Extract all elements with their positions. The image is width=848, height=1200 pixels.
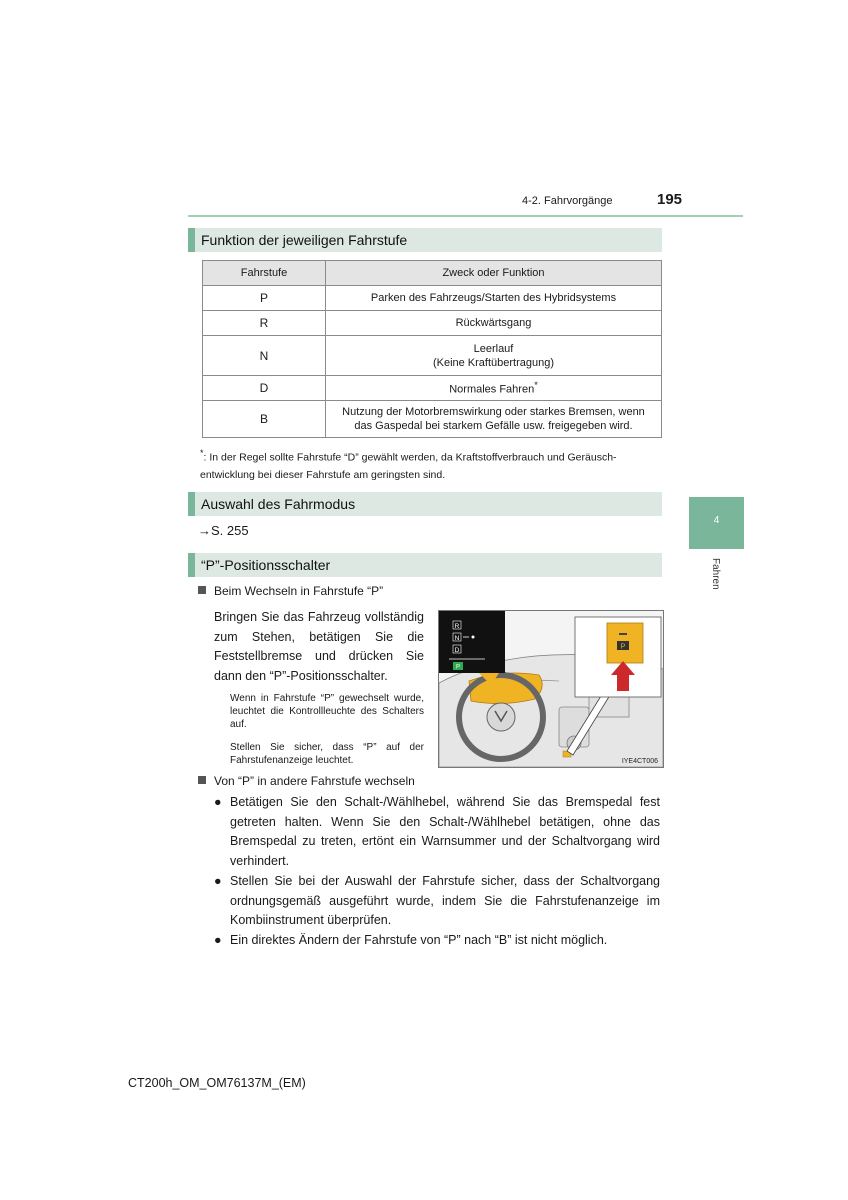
list-item-text: Betätigen Sie den Schalt-/Wählhebel, während Sie das Bremspedal fest getreten halten. Wenn Sie den Schalt-/Wählhebel betätigen, ohne das Bremspedal zu treten, ertönt ein Warnsummer und der Schaltvorgang wird verhindert. [230,795,660,868]
footnote-text: : In der Regel sollte Fahrstufe “D” gewählt werden, da Kraftstoffverbrauch und Geräusch-entwicklung bei dieser Fahrstufe am geringsten sind. [200,451,617,481]
table-row [203,286,662,311]
function-text: Normales Fahren [449,383,535,396]
function-line: das Gaspedal bei starkem Gefälle usw. freigegeben wird. [354,420,633,432]
function-cell: Parken des Fahrzeugs/Starten des Hybridsystems [326,286,662,311]
indicator-p: P [455,664,461,671]
square-bullet-icon [198,586,206,594]
list-item-text: Stellen Sie bei der Auswahl der Fahrstufe sicher, dass der Schaltvorgang ordnungsgemäß ausgeführt wurde, indem Sie die Fahrstufenanzeige im Kombiinstrument überprüfen. [230,874,660,927]
list-item [214,931,660,951]
table-row [203,401,662,438]
table-row [203,376,662,401]
switch-p-label: P [620,643,626,651]
section-heading-p-switch: “P”-Positionsschalter [188,553,662,577]
footnote-marker: * [534,380,538,391]
section-heading-gear-functions: Funktion der jeweiligen Fahrstufe [188,228,662,252]
bullet-dot-icon: ● [214,933,222,947]
subheading-text: Beim Wechseln in Fahrstufe “P” [214,584,384,598]
header-rule [188,215,743,217]
instruction-paragraph: Bringen Sie das Fahrzeug vollständig zum Stehen, betätigen Sie die Feststellbremse und drücken Sie dann den “P”-Positionsschalter. [214,610,424,683]
function-cell [326,336,662,376]
subheading-text: Von “P” in andere Fahrstufe wechseln [214,774,415,788]
table-header-function: Zweck oder Funktion [326,261,662,286]
footnote [200,445,665,484]
function-cell [326,401,662,438]
chapter-tab[interactable] [689,497,744,549]
bullet-dot-icon: ● [214,874,222,888]
square-bullet-icon [198,776,206,784]
indicator-panel [439,611,505,673]
table-header-gear: Fahrstufe [203,261,326,286]
gear-cell: D [203,376,326,401]
indicator-letter-d: D [454,647,460,654]
car-interior-drawing [439,611,663,767]
function-line: (Keine Kraftübertragung) [432,356,555,369]
function-line: Leerlauf [473,342,514,355]
illustration-code: IYE4CT006 [621,758,658,765]
chapter-number: 4 [713,515,720,526]
subheading-shift-to-p [198,584,383,598]
footer-doc-code: CT200h_OM_OM76137M_(EM) [128,1076,306,1090]
function-cell: Rückwärtsgang [326,311,662,336]
gear-cell: P [203,286,326,311]
note-check-indicator: Stellen Sie sicher, dass “P” auf der Fahrstufenanzeige leuchtet. [230,742,424,766]
subheading-shift-from-p [198,774,415,788]
list-item [214,872,660,931]
section-heading-drive-mode: Auswahl des Fahrmodus [188,492,662,516]
list-item [214,793,660,871]
gear-cell: N [203,336,326,376]
chapter-label: Fahren [710,558,721,590]
footnote-marker: * [200,448,204,458]
page-reference-link[interactable]: →S. 255 [198,523,249,538]
bullet-dot-icon: ● [214,795,222,809]
gear-cell: R [203,311,326,336]
page-number: 195 [657,191,683,208]
indicator-letter-n: N [454,635,460,642]
note-indicator-light: Wenn in Fahrstufe “P” gewechselt wurde, leuchtet die Kontrollleuchte des Schalters auf. [230,693,424,730]
table-row [203,336,662,376]
list-item-text: Ein direktes Ändern der Fahrstufe von “P” nach “B” ist nicht möglich. [230,933,608,947]
table-row [203,311,662,336]
function-cell [326,376,662,401]
gear-cell: B [203,401,326,438]
function-line: Nutzung der Motorbremswirkung oder starkes Bremsen, wenn [342,406,645,418]
running-header-section: 4-2. Fahrvorgänge [522,195,613,207]
indicator-letter-r: R [454,623,460,630]
dashboard-illustration [438,610,664,768]
gear-table [202,260,662,438]
